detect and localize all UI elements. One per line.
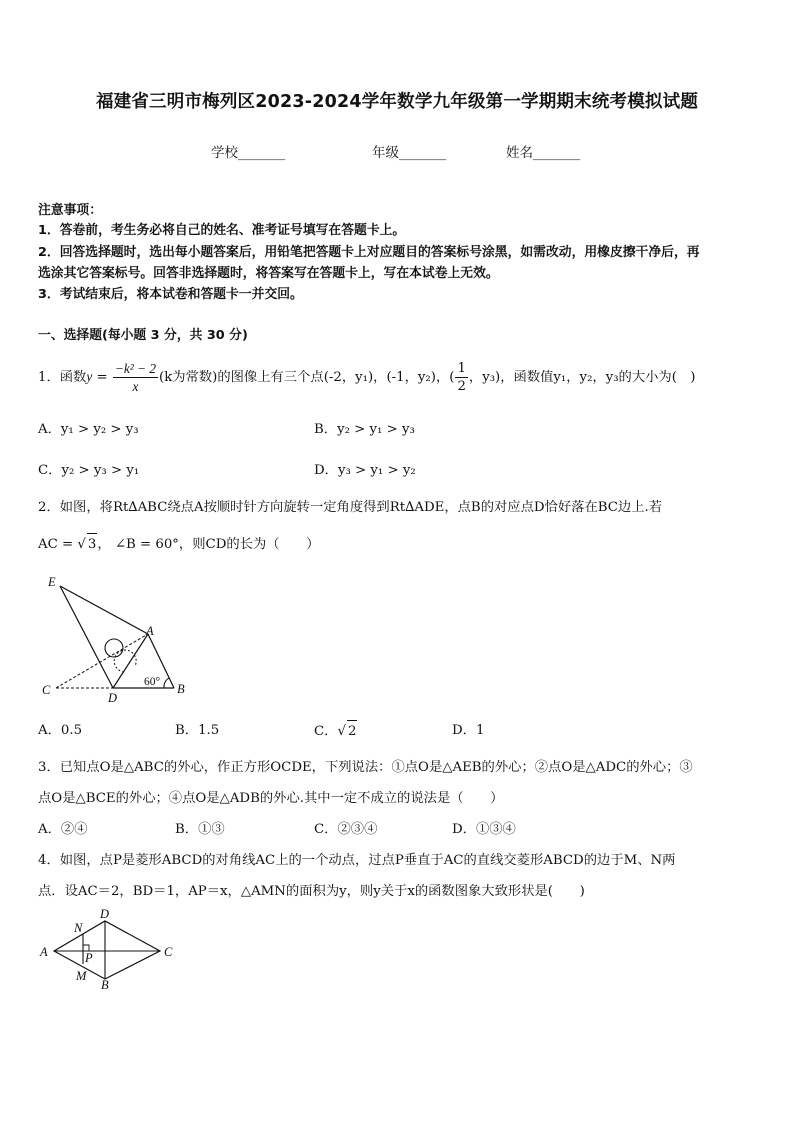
q1-point-fraction [455,362,467,394]
grade-field: 年级_______ [372,145,447,161]
q1-point-num: 1 [455,362,467,378]
q2-line-ed [60,586,113,688]
q1-prefix: 1．函数 [38,370,87,385]
q4-label-m: M [76,969,87,983]
q1-numerator: −k² − 2 [113,362,158,378]
q2-label-a: A [146,624,154,638]
q1-denominator: x [132,379,139,394]
q2-option-c-pre: C． [314,724,338,739]
q2-option-d: D．1 [452,723,485,738]
q4-figure [36,905,186,995]
q4-line-2: 点．设AC＝2，BD＝1，AP＝x，△AMN的面积为y，则y关于x的函数图象大致形状是( ) [38,884,585,899]
notes-heading: 注意事项： [38,203,102,218]
q2-figure [36,572,196,712]
q4-label-c: C [164,945,173,959]
q2-option-c-sqrt: 2 [347,720,357,743]
q3-option-c: C．②③④ [314,822,378,837]
section-heading: 一、选择题(每小题 3 分，共 30 分) [38,328,248,343]
q2-option-a: A．0.5 [38,723,83,738]
school-field: 学校_______ [211,145,286,161]
page-title: 福建省三明市梅列区2023-2024学年数学九年级第一学期期末统考模拟试题 [95,92,699,112]
q1-point-den: 2 [457,379,466,394]
note-item-2-cont: 选涂其它答案标号。回答非选择题时，将答案写在答题卡上，写在本试卷上无效。 [38,266,499,281]
q2-label-e: E [48,575,56,589]
note-item-2: 2．回答选择题时，选出每小题答案后，用铅笔把答题卡上对应题目的答案标号涂黑，如需改动，用橡皮擦干净后，再 [38,245,700,260]
question-1 [38,359,695,396]
q1-func-y: y [86,369,93,384]
q2-label-angle: 60° [144,676,161,688]
q3-option-d: D．①③④ [452,822,516,837]
q2-line-1: 2．如图，将Rt∆ABC绕点A按顺时针方向旋转一定角度得到Rt∆ADE，点B的对应点D恰好落在BC边上.若 [38,500,663,515]
q2-line-2-pre: AC = [38,537,78,552]
note-item-1: 1．答卷前，考生务必将自己的姓名、准考证号填写在答题卡上。 [38,223,406,238]
q1-option-a: A．y₁ > y₂ > y₃ [38,422,139,437]
q4-label-n: N [74,921,83,935]
q4-label-b: B [101,978,109,992]
q2-sqrt-value: 3 [87,533,97,556]
q2-line-2: AC = √ 3， ∠B = 60°，则CD的长为（ ） [38,533,319,556]
q1-option-d: D．y₃ > y₁ > y₂ [314,463,416,478]
q2-option-b: B．1.5 [175,723,220,738]
note-item-3: 3．考试结束后，将本试卷和答题卡一并交回。 [38,287,303,302]
q1-suffix: ，y₃)，函数值y₁，y₂，y₃的大小为( ) [468,370,696,385]
q3-option-a: A．②④ [38,822,88,837]
q4-label-a: A [40,945,48,959]
q2-line-ad [113,634,148,688]
q4-label-d: D [100,907,110,921]
q1-fraction [113,362,158,394]
q1-option-b: B．y₂ > y₁ > y₃ [314,422,415,437]
q4-line-1: 4．如图，点P是菱形ABCD的对角线AC上的一个动点，过点P垂直于AC的直线交菱形ABCD的边于M、N两 [38,853,676,868]
q2-line-2-post: ， ∠B = 60°，则CD的长为（ ） [97,537,320,552]
q3-line-2: 点O是△BCE的外心；④点O是△ADB的外心.其中一定不成立的说法是（ ） [38,791,504,806]
q2-line-ca [56,634,148,688]
name-field: 姓名_______ [506,145,581,161]
q2-label-b: B [177,682,185,696]
q2-line-ea [60,586,148,634]
q1-option-c: C．y₂ > y₃ > y₁ [38,463,140,478]
q2-label-c: C [42,683,51,697]
q4-rhombus [54,921,160,979]
q4-label-p: P [85,951,93,965]
q1-middle: (k为常数)的图像上有三个点(-2，y₁)，(-1，y₂)，( [159,370,455,385]
q1-func-eq: = [92,370,112,385]
q2-option-c: C．√ 2 [314,720,357,743]
q3-option-b: B．①③ [175,822,225,837]
q3-line-1: 3．已知点O是△ABC的外心，作正方形OCDE，下列说法：①点O是△AEB的外心；②点O是△ADC的外心；③ [38,760,693,775]
q2-angle-b-arc [164,678,169,688]
q2-label-d: D [108,691,118,705]
